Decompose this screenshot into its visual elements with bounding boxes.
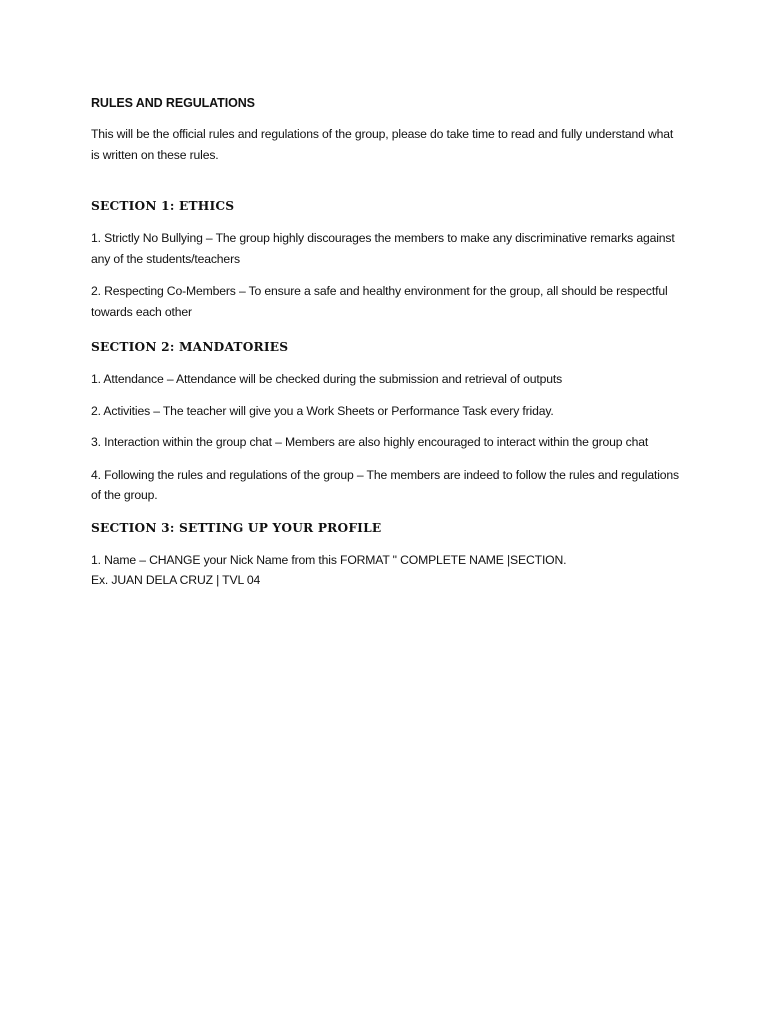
section-mandatories [91,338,681,506]
section-heading: SECTION 1: ETHICS [91,199,235,213]
section-heading: SECTION 3: SETTING UP YOUR PROFILE [91,520,382,535]
document-page [91,94,681,591]
rule-item: 1. Name – CHANGE your Nick Name from this FORMAT " COMPLETE NAME |SECTION. [91,552,567,567]
rule-item: 4. Following the rules and regulations of the group – The members are indeed to follow the rules and regulations of the group. [91,467,679,502]
rule-item: 3. Interaction within the group chat – Members are also highly encouraged to interact within the group chat [91,435,649,449]
name-format-example: Ex. JUAN DELA CRUZ | TVL 04 [91,573,261,587]
section-profile [91,519,681,591]
rule-item: 1. Attendance – Attendance will be checked during the submission and retrieval of outputs [91,372,563,386]
document-title: RULES AND REGULATIONS [91,96,255,110]
rule-item: 2. Activities – The teacher will give you a Work Sheets or Performance Task every friday. [91,403,554,418]
section-ethics [91,197,681,322]
section-heading: SECTION 2: MANDATORIES [91,340,289,354]
rule-item: 2. Respecting Co-Members – To ensure a safe and healthy environment for the group, all should be respectful towards each other [91,284,668,319]
intro-paragraph: This will be the official rules and regulations of the group, please do take time to read and fully understand what is written on these rules. [91,127,674,162]
rule-item: 1. Strictly No Bullying – The group highly discourages the members to make any discriminative remarks against any of the students/teachers [91,231,675,266]
